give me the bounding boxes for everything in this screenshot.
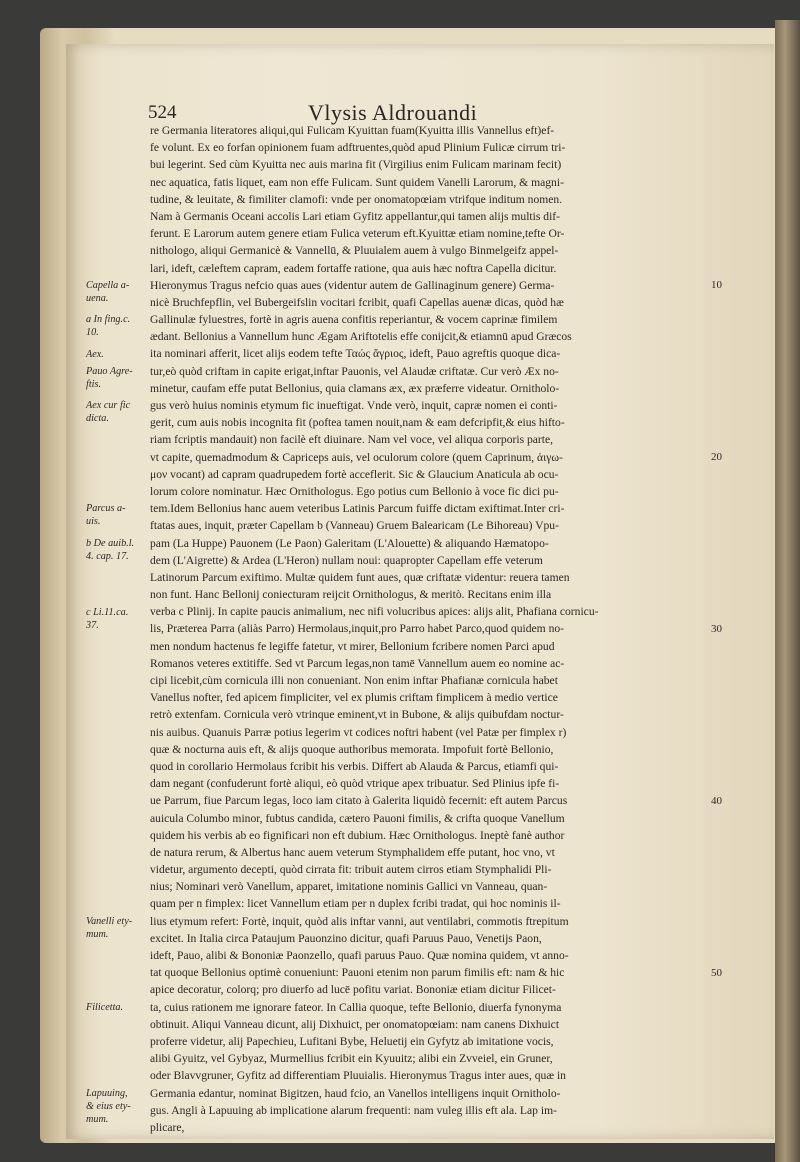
text-line: excitet. In Italia circa Pataujum Pauonzino dicitur, quafi Paruus Pauo, Venetijs Paon, [150, 931, 542, 945]
line-number: 20 [711, 450, 722, 463]
text-line: nius; Nominari verò Vanellum, apparet, imitatione nominis Gallici vn Vanneau, quan- [150, 880, 548, 894]
margin-note: Aex. [86, 348, 104, 360]
text-line: quam per n fimplex: licet Vannellum etiam per n duplex fcribi tradat, qui hoc nominis il- [150, 897, 561, 911]
text-line: lorum colore nominatur. Hæc Ornithologus. Ego potius cum Bellonio à voce fic dici pu- [150, 484, 559, 498]
line-number: 40 [711, 794, 722, 807]
text-line: ædant. Bellonius a Vannellum hunc Ægam Ariftotelis effe conijcit,& etiamnū apud Græcos [150, 330, 572, 344]
text-line: plicare, [150, 1120, 185, 1134]
text-line: quidem his verbis ab eo fignificari non eft dubium. Hæc Ornithologus. Ineptè fanè author [150, 828, 565, 842]
book-spine [775, 20, 800, 1162]
text-line: pam (La Huppe) Pauonem (Le Paon) Galeritam (L'Alouette) & aliquando Hæmatopo- [150, 536, 549, 550]
margin-note: Lapuuing, & eius ety- mum. [86, 1088, 131, 1126]
margin-note: Filicetta. [86, 1002, 124, 1014]
margin-note: Capella a- uena. [86, 279, 130, 304]
text-line: Hieronymus Tragus nefcio quas aues (videntur autem de Gallinaginum genere) Germa- [150, 278, 555, 292]
page-number: 524 [148, 102, 177, 123]
margin-note: c Li.11.ca. 37. [86, 606, 129, 631]
text-line: obtinuit. Aliqui Vanneau dicunt, alij Dixhuict, per onomatopœiam: nam canens Dixhuict [150, 1017, 560, 1031]
text-line: oder Blavvgruner, Gyfitz ad differentiam Pluuialis. Hieronymus Tragus inter aues, quæ in [150, 1069, 566, 1083]
margin-note: b De auib.l. 4. cap. 17. [86, 537, 135, 562]
text-line: nec aquatica, fatis liquet, eam non effe Fulicam. Sunt quidem Vanelli Larorum, & magni- [150, 175, 564, 189]
margin-note: Pauo Agre- ftis. [86, 365, 133, 390]
text-line: Romanos veteres extitiffe. Sed vt Parcum legas,non tamē Vannellum auem eo nomine ac- [150, 656, 565, 670]
text-line: gus. Angli à Lapuuing ab implicatione alarum frequenti: nam vuleg illis eft ala. Lap im- [150, 1103, 557, 1117]
text-line: Nam à Germanis Oceani accolis Lari etiam Gyfitz appellantur,qui tamen alijs multis dif- [150, 209, 561, 223]
margin-note: Parcus a- uis. [86, 503, 126, 528]
text-line: quæ & nocturna auis eft, & alijs quoque authoribus memorata. Impofuit fortè Bellonio, [150, 742, 554, 756]
text-line: vt capite, quemadmodum & Capriceps auis, vel oculorum colore (quem Caprinum, ἀιγω- [150, 450, 563, 464]
page-header [148, 92, 588, 126]
text-line: riam fcriptis mandauit) non facilè eft diuinare. Nam vel voce, vel aliqua corporis parte, [150, 433, 554, 447]
text-line: Germania edantur, nominat Bigitzen, haud fcio, an Vanellos intelligens inquit Ornitholo- [150, 1086, 561, 1100]
text-line: nis auibus. Quanuis Parræ potius legerim vt codices noftri habent (vel Patæ per fimplex r) [150, 725, 567, 739]
text-line: minetur, caufam effe putat Bellonius, quia clamans æx, æx præferre videatur. Ornitholo- [150, 381, 560, 395]
text-line: lius etymum refert: Fortè, inquit, quòd alis inftar vanni, aut ventilabri, commotis ftrepitum [150, 914, 569, 928]
text-line: ftatas aues, inquit, præter Capellam b (Vanneau) Gruem Balearicam (Le Bihoreau) Vpu- [150, 519, 559, 533]
text-line: Gallinulæ fyluestres, fortè in agris auena confitis reperiantur, & vocem caprinæ fimilem [150, 313, 558, 327]
text-line: dam negant (confuderunt fortè aliqui, eò quòd vtrique apex tribuatur. Sed Plinius ipfe fi- [150, 777, 560, 791]
text-line: tudine, & leuitate, & fimiliter clamofi: vnde per onomatopœiam vtrifque inditum nomen. [150, 192, 563, 206]
text-line: ita nominari afferit, licet alijs eodem tefte Ταώς ἄγριος, ideft, Pauo agreftis quoque dica- [150, 347, 561, 361]
text-line: lis, Præterea Parra (aliàs Parro) Hermolaus,inquit,pro Parro habet Parco,quod quidem no- [150, 622, 565, 636]
text-line: Latinorum Parcum exiftimo. Multæ quidem funt aues, quæ criftatæ videntur: reuera tamen [150, 570, 570, 584]
text-line: Vanellus nofter, fed apicem fimpliciter, vel ex plumis criftam fimplicem à medio vertice [150, 691, 558, 705]
main-text-block [150, 122, 670, 1136]
text-line: proferre videtur, alij Papechieu, Lufitani Bybe, Heluetij ein Gyfytz ab imitatione vocis, [150, 1034, 554, 1048]
text-line: ideft, Pauo, alibi & Bononiæ Paonzello, quafi paruus Pauo. Quæ nomina quidem, vt anno- [150, 949, 569, 962]
running-title: Vlysis Aldrouandi [308, 100, 478, 125]
text-line: videtur, argumento decepti, quòd cirrata fit: tribuit autem cirros etiam Stymphalidi Pli- [150, 863, 552, 877]
text-line: tem.Idem Bellonius hanc auem veteribus Latinis Parcum fuiffe dictam exiftimat.Inter cri- [150, 502, 565, 516]
text-line: gerit, cum auis nobis incognita fit (poftea tamen nouit,nam & eam defcripfit,& eius hifto- [150, 416, 565, 430]
text-line: de natura rerum, & Albertus hanc auem veterum Stymphalidem effe putant, hoc vno, vt [150, 845, 555, 859]
text-line: tat quoque Bellonius optimè conueniunt: Pauoni etenim non parum fimilis eft: nam & hic [150, 966, 565, 980]
text-line: fe volunt. Ex eo forfan opinionem fuam adftruentes,quòd apud Plinium Fulicæ cirrum tri- [150, 141, 566, 155]
text-line: apice decoratur, colorq; pro diuerfo ad lucē pofitu variat. Bononiæ etiam dicitur Filicet- [150, 983, 556, 997]
text-line: ta, cuius rationem me ignorare fateor. In Callia quoque, tefte Bellonio, diuerfa fynonyma [150, 1000, 562, 1014]
text-line: lari, ideft, cæleftem capram, eadem fortaffe ratione, qua auis hæc noftra Capella dicitur. [150, 261, 557, 275]
line-number: 50 [711, 966, 722, 979]
text-line: verba c Plinij. In capite paucis animalium, nec nifi volucribus apices: alijs alit, Phafiana cornicu- [150, 605, 599, 619]
text-line: retrò extenfam. Cornicula verò vtrinque eminent,vt in Bubone, & alijs quibufdam noctur- [150, 708, 564, 722]
text-line: ue Parrum, fiue Parcum legas, loco iam citato à Galerita liquidò fecernit: eft autem Parcus [150, 794, 568, 808]
text-line: re Germania literatores aliqui,qui Fulicam Kyuittan fuam(Kyuitta illis Vannellus eft)ef- [150, 124, 555, 137]
text-line: ferunt. E Larorum autem genere etiam Fulica veterum eft.Kyuittæ etiam nomine,tefte Or- [150, 227, 565, 241]
text-line: bui legerint. Sed cùm Kyuitta nec auis marina fit (Virgilius enim Fulicam marinam fecit) [150, 158, 562, 172]
text-line: alibi Gyuitz, vel Gybyaz, Murmellius fcribit ein Kyuuitz; alibi ein Zvveiel, ein Gruner, [150, 1052, 553, 1066]
text-line: men nondum hactenus fe legiffe fatetur, vt mirer, Bellonium fcribere nomen Parci apud [150, 639, 555, 653]
line-number: 30 [711, 622, 722, 635]
text-line: dem (L'Aigrette) & Ardea (L'Heron) nullam noui: quapropter Capellam effe veterum [150, 553, 543, 567]
text-line: non funt. Hanc Bellonij coniecturam reijcit Ornithologus, & meritò. Recitans enim illa [150, 588, 552, 602]
text-line: cipi licebit,cùm cornicula illi non conueniant. Non enim inftar Phafianæ cornicula habet [150, 674, 558, 687]
text-line: quod in corollario Hermolaus fcribit his verbis. Differt ab Alauda & Parcus, etiamfi qui- [150, 759, 559, 773]
margin-note: Aex cur fic dicta. [86, 400, 131, 425]
text-line: gus verò huius nominis etymum fic inueftigat. Vnde verò, inquit, capræ nomen ei conti- [150, 399, 558, 412]
text-line: nicè Bruchfepflin, vel Bubergeifslin vocitari fcribit, quafi Capellas auenæ dicas, quòd hæ [150, 295, 564, 309]
text-line: auicula Columbo minor, fubtus candida, cætero Pauoni fimilis, & crifta quoque Vanellum [150, 811, 565, 825]
text-line: tur,eò quòd criftam in capite erigat,inftar Pauonis, vel Alaudæ criftatæ. Cur verò Æx no- [150, 364, 559, 378]
margin-note: a In fing.c. 10. [86, 314, 131, 339]
text-line: nithologo, aliqui Germanicè & Vannellū, & Pluuialem auem à vulgo Binmelgeifz appel- [150, 244, 559, 258]
text-line: μον vocant) ad capram quadrupedem fortè acceflerit. Sic & Glaucium Anaticula ab ocu- [150, 467, 559, 481]
line-number: 10 [711, 278, 722, 291]
margin-note: Vanelli ety- mum. [86, 916, 133, 941]
